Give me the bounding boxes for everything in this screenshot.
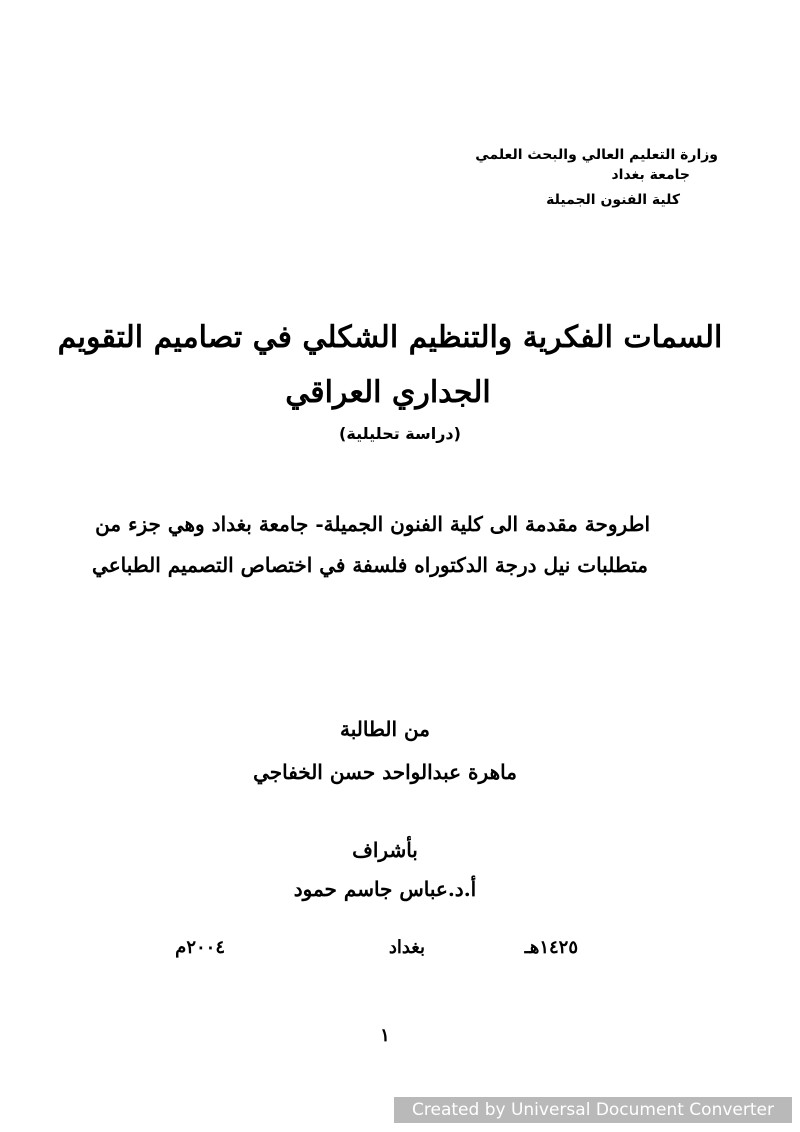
thesis-statement-line-1: اطروحة مقدمة الى كلية الفنون الجميلة- جامعة بغداد وهي جزء من	[95, 512, 650, 536]
author-label: من الطالبة	[340, 717, 430, 741]
ministry-name: وزارة التعليم العالي والبحث العلمي	[475, 147, 718, 163]
thesis-statement-line-2: متطلبات نيل درجة الدكتوراه فلسفة في اختصاص التصميم الطباعي	[92, 553, 648, 577]
gregorian-date: ٢٠٠٤م	[175, 937, 225, 958]
supervisor-name: أ.د.عباس جاسم حمود	[293, 877, 477, 901]
thesis-title-line-1: السمات الفكرية والتنظيم الشكلي في تصاميم التقويم	[57, 320, 723, 355]
hijri-date: ١٤٢٥هـ	[524, 937, 578, 958]
author-name: ماهرة عبدالواحد حسن الخفاجي	[253, 760, 517, 784]
thesis-title-line-2: الجداري العراقي	[285, 375, 491, 410]
thesis-subtitle: (دراسة تحليلية)	[339, 424, 461, 443]
place-name: بغداد	[388, 937, 425, 958]
page-number: ١	[380, 1025, 390, 1046]
college-name: كلية الفنون الجميلة	[546, 192, 680, 208]
university-name: جامعة بغداد	[611, 167, 690, 183]
converter-watermark: Created by Universal Document Converter	[394, 1097, 792, 1123]
supervisor-label: بأشراف	[352, 838, 418, 862]
